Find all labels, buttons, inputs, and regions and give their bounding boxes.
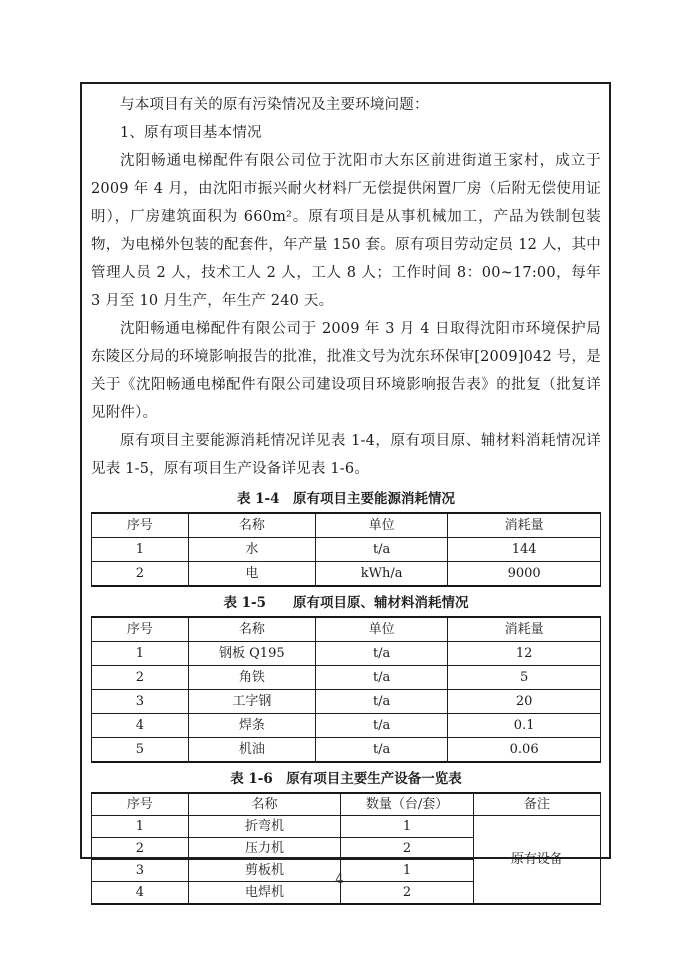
header-cell-name: 名称 bbox=[188, 513, 315, 538]
header-cell-amount: 消耗量 bbox=[448, 617, 601, 642]
cell-index: 2 bbox=[92, 666, 189, 690]
table-1-4-energy-consumption bbox=[91, 512, 601, 587]
cell-name: 剪板机 bbox=[188, 860, 341, 882]
table-1-6-title: 表 1-6 原有项目主要生产设备一览表 bbox=[230, 771, 462, 787]
table-1-4-title: 表 1-4 原有项目主要能源消耗情况 bbox=[236, 491, 456, 507]
cell-amount: 144 bbox=[448, 538, 601, 562]
table-row bbox=[92, 816, 601, 838]
cell-name: 角铁 bbox=[188, 666, 315, 690]
table-1-5-raw-materials bbox=[91, 616, 601, 763]
cell-name: 水 bbox=[188, 538, 315, 562]
table-row bbox=[92, 690, 601, 714]
table-1-6-equipment-list bbox=[91, 792, 601, 905]
section-1-heading: 1、原有项目基本情况 bbox=[120, 125, 262, 141]
table-row bbox=[92, 714, 601, 738]
header-cell-index: 序号 bbox=[92, 513, 189, 538]
cell-index: 1 bbox=[92, 816, 189, 838]
header-cell-amount: 消耗量 bbox=[448, 513, 601, 538]
table-row bbox=[92, 738, 601, 763]
cell-name: 钢板 Q195 bbox=[188, 642, 315, 666]
cell-index: 4 bbox=[92, 882, 189, 905]
cell-amount: 20 bbox=[448, 690, 601, 714]
cell-unit: t/a bbox=[315, 642, 447, 666]
table-1-5-title: 表 1-5 原有项目原、辅材料消耗情况 bbox=[223, 595, 469, 611]
cell-index: 2 bbox=[92, 838, 189, 860]
table-header-row bbox=[92, 617, 601, 642]
header-cell-unit: 单位 bbox=[315, 617, 447, 642]
cell-remark-merged: 原有设备 bbox=[473, 816, 600, 905]
cell-name: 工字钢 bbox=[188, 690, 315, 714]
cell-quantity: 2 bbox=[341, 838, 473, 860]
paragraph-project-basic-info: 沈阳畅通电梯配件有限公司位于沈阳市大东区前进街道王家村，成立于 2009 年 4 月，由沈阳市振兴耐火材料厂无偿提供闲置厂房（后附无偿使用证明），厂房建筑面积为 660m²。原有项目是从事机械加工，产品为铁制包装物，为电梯外包装的配套件，年产量 150 套。原有项目劳动定员 12 人，其中管理人员 2 人，技术工人 2 人，工人 8 人；工作时间 8：00~17:00，每年 3 月至 10 月生产，年生产 240 天。 bbox=[91, 153, 601, 309]
paragraph-approval-info: 沈阳畅通电梯配件有限公司于 2009 年 3 月 4 日取得沈阳市环境保护局东陵区分局的环境影响报告的批准，批准文号为沈东环保审[2009]042 号，是关于《沈阳畅通电梯配件有限公司建设项目环境影响报告表》的批复（批复详见附件）。 bbox=[91, 321, 601, 421]
cell-index: 3 bbox=[92, 860, 189, 882]
cell-name: 机油 bbox=[188, 738, 315, 763]
paragraph-table-references: 原有项目主要能源消耗情况详见表 1-4，原有项目原、辅材料消耗情况详见表 1-5，原有项目生产设备详见表 1-6。 bbox=[91, 433, 601, 477]
paragraph-intro: 与本项目有关的原有污染情况及主要环境问题： bbox=[120, 97, 429, 113]
cell-name: 焊条 bbox=[188, 714, 315, 738]
cell-unit: t/a bbox=[315, 538, 447, 562]
cell-name: 电焊机 bbox=[188, 882, 341, 905]
content-border-box bbox=[80, 82, 611, 900]
cell-name: 电 bbox=[188, 562, 315, 587]
table-header-row bbox=[92, 513, 601, 538]
cell-quantity: 1 bbox=[341, 860, 473, 882]
cell-amount: 9000 bbox=[448, 562, 601, 587]
cell-index: 1 bbox=[92, 538, 189, 562]
cell-amount: 0.1 bbox=[448, 714, 601, 738]
cell-name: 压力机 bbox=[188, 838, 341, 860]
cell-unit: t/a bbox=[315, 690, 447, 714]
header-cell-name: 名称 bbox=[188, 617, 315, 642]
header-cell-quantity: 数量（台/套） bbox=[341, 793, 473, 816]
cell-unit: t/a bbox=[315, 714, 447, 738]
header-cell-unit: 单位 bbox=[315, 513, 447, 538]
table-header-row bbox=[92, 793, 601, 816]
table-row bbox=[92, 562, 601, 587]
header-cell-index: 序号 bbox=[92, 793, 189, 816]
cell-index: 3 bbox=[92, 690, 189, 714]
cell-unit: t/a bbox=[315, 666, 447, 690]
cell-index: 5 bbox=[92, 738, 189, 763]
table-row bbox=[92, 538, 601, 562]
table-row bbox=[92, 642, 601, 666]
cell-amount: 5 bbox=[448, 666, 601, 690]
header-cell-remark: 备注 bbox=[473, 793, 600, 816]
cell-index: 1 bbox=[92, 642, 189, 666]
cell-index: 2 bbox=[92, 562, 189, 587]
header-cell-index: 序号 bbox=[92, 617, 189, 642]
table-row bbox=[92, 666, 601, 690]
cell-amount: 12 bbox=[448, 642, 601, 666]
page-number: 4 bbox=[335, 872, 344, 887]
cell-quantity: 1 bbox=[341, 816, 473, 838]
cell-amount: 0.06 bbox=[448, 738, 601, 763]
header-cell-name: 名称 bbox=[188, 793, 341, 816]
cell-name: 折弯机 bbox=[188, 816, 341, 838]
cell-unit: t/a bbox=[315, 738, 447, 763]
cell-unit: kWh/a bbox=[315, 562, 447, 587]
cell-quantity: 2 bbox=[341, 882, 473, 905]
cell-index: 4 bbox=[92, 714, 189, 738]
